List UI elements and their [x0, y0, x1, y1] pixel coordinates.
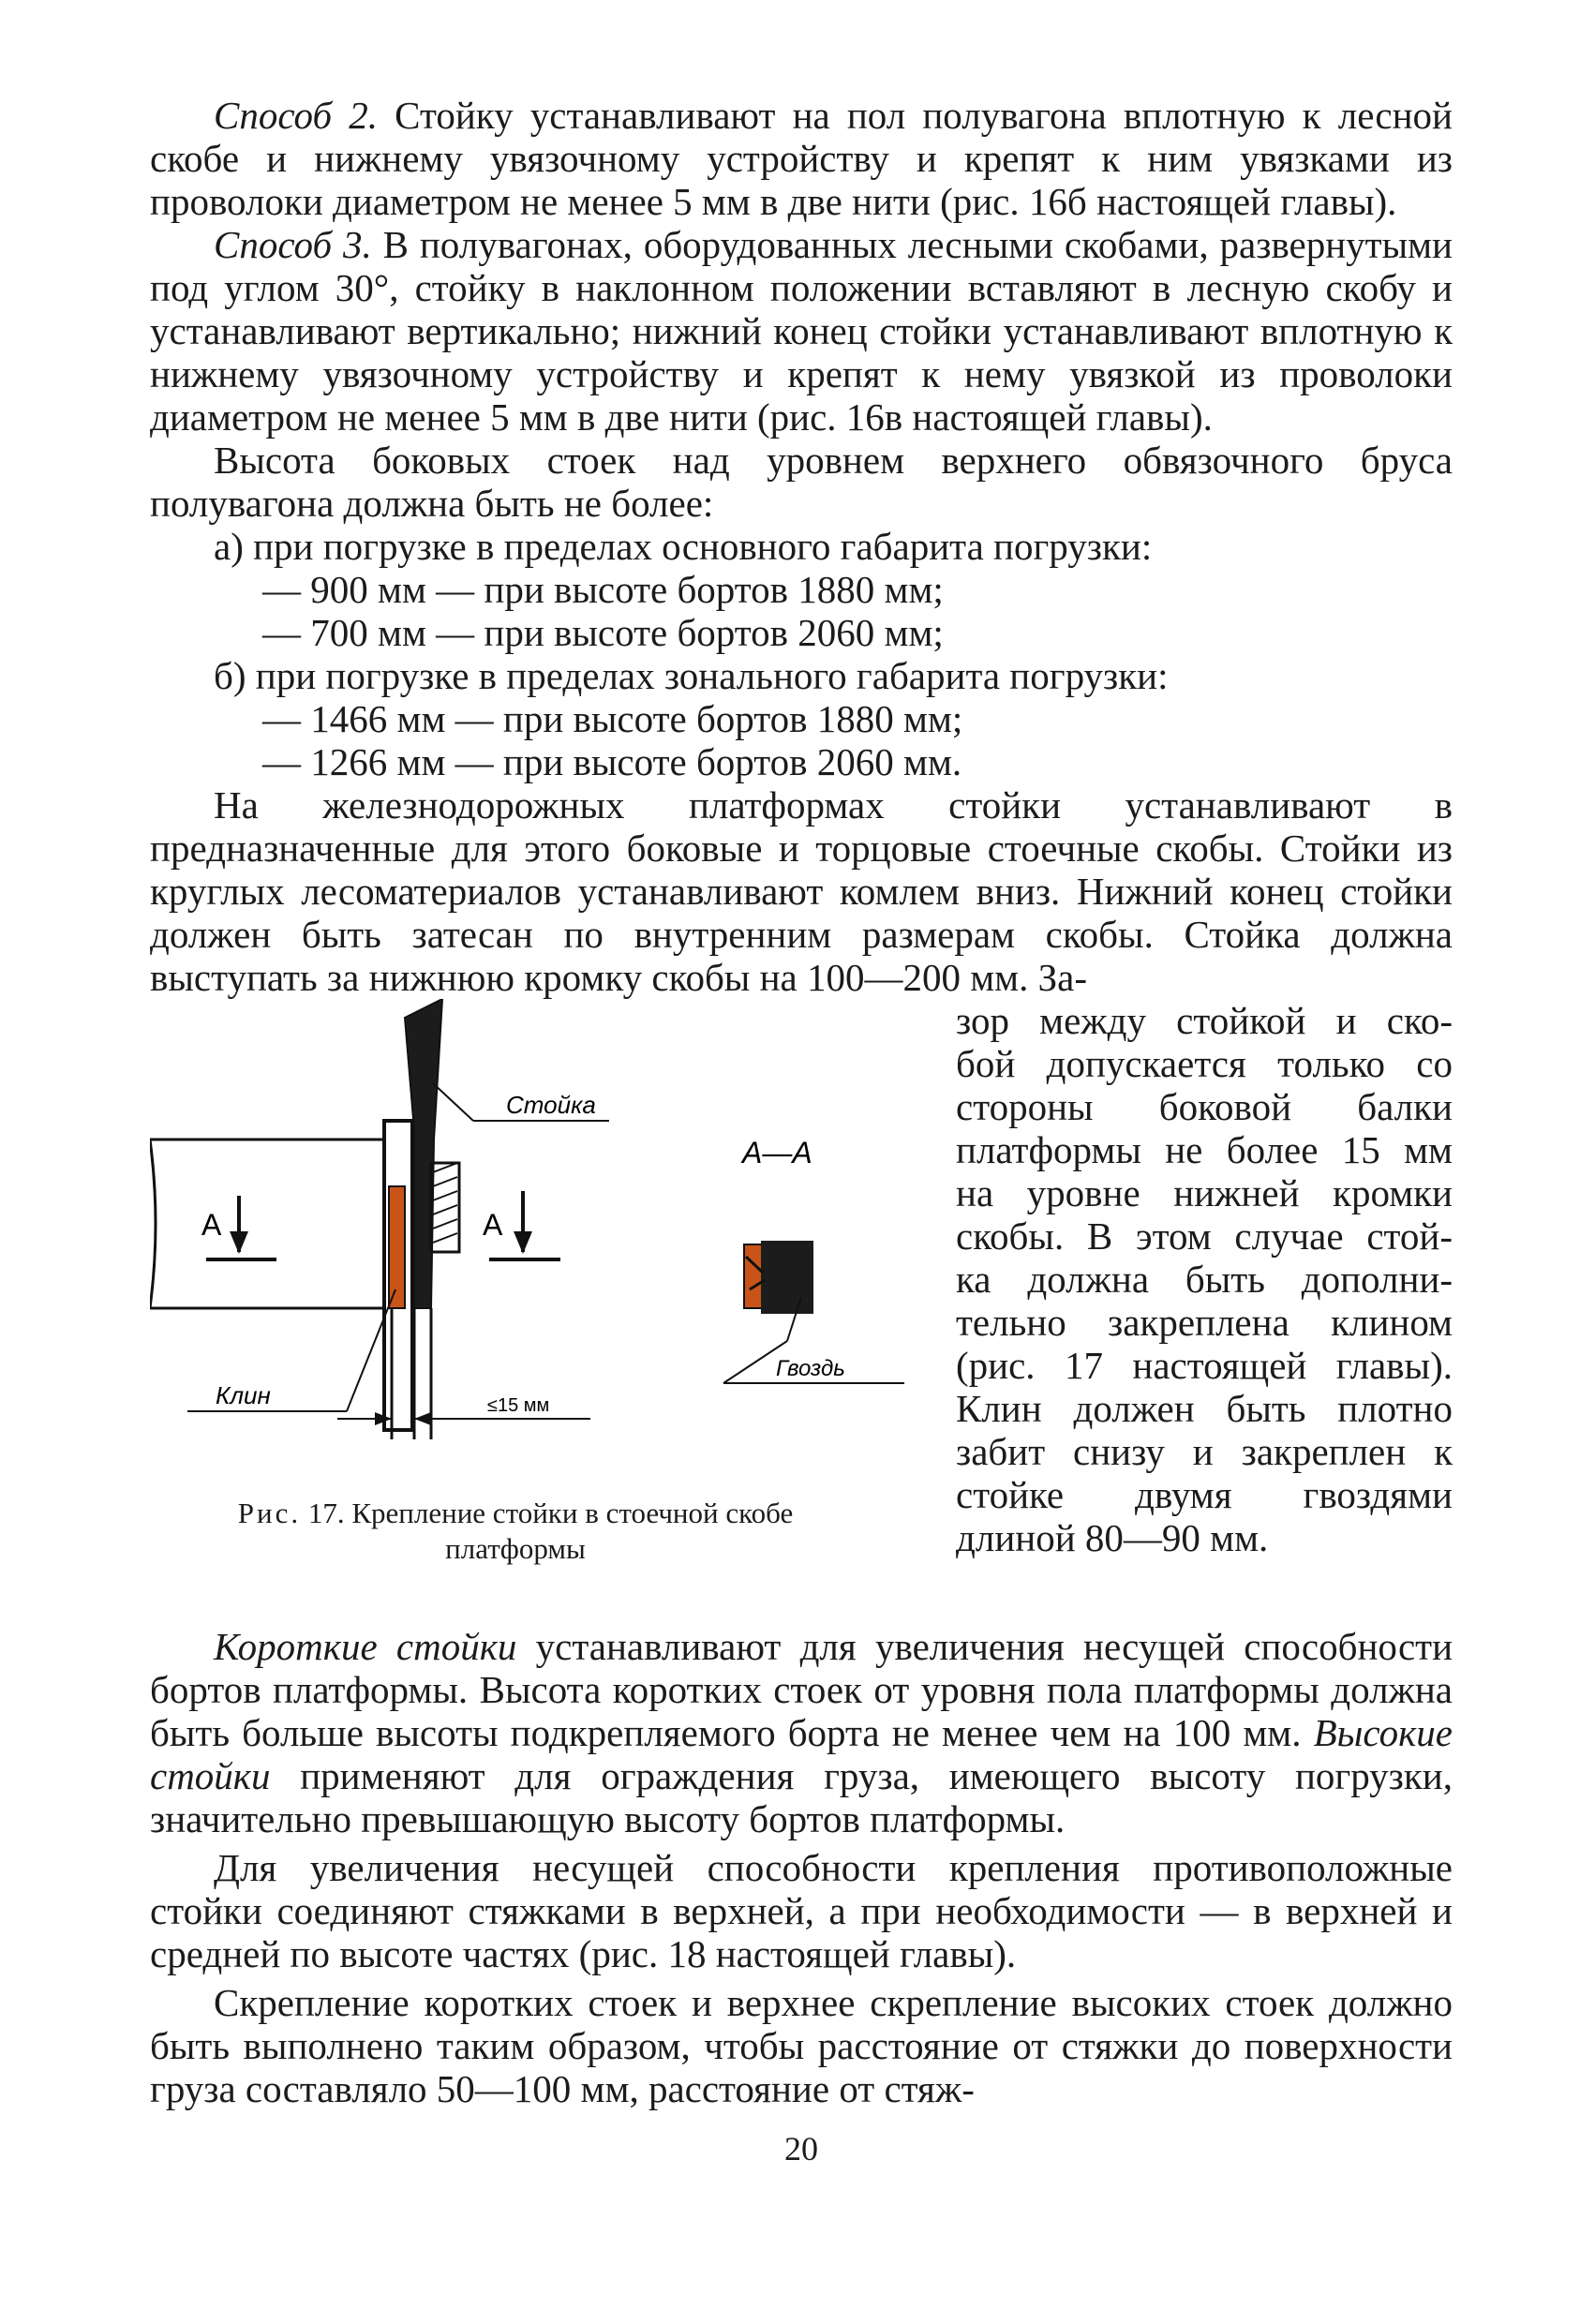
figure-block: [150, 999, 1453, 1625]
term-high-posts: Высокие стойки: [150, 1711, 1453, 1797]
side-line: скобы. В этом случае стой-: [956, 1214, 1453, 1258]
side-line: Клин должен быть плотно: [956, 1387, 1453, 1430]
label-gvozd: Гвоздь: [776, 1356, 845, 1381]
list-item-a-2: — 700 мм — при высоте бортов 2060 мм;: [262, 611, 944, 654]
side-line: на уровне нижней кромки: [956, 1171, 1453, 1214]
list-item-a-1: — 900 мм — при высоте бортов 1880 мм;: [262, 568, 944, 611]
method-3-label: Способ 3.: [214, 223, 372, 266]
side-line: забит снизу и закреплен к: [956, 1430, 1453, 1473]
label-stoika: Стойка: [506, 1091, 596, 1119]
paragraph-height-intro: Высота боковых стоек над уровнем верхнего обвязочного бруса полувагона должна быть не более:: [150, 439, 1453, 525]
label-a-right: А: [483, 1208, 503, 1242]
side-line: ка должна быть дополни-: [956, 1258, 1453, 1301]
figure-side-text: [956, 999, 1453, 1559]
side-line: тельно закреплена клином: [956, 1301, 1453, 1344]
side-line: стороны боковой балки: [956, 1085, 1453, 1128]
paragraph-last: Скрепление коротких стоек и верхнее скрепление высоких стоек должно быть выполнено таким образом, чтобы расстояние от стяжки до поверхности груза составляло 50—100 мм, расстояние от стяж-: [150, 1981, 1453, 2110]
label-section: А—А: [742, 1136, 812, 1169]
document-page: [150, 94, 1453, 2240]
short-posts-text-1: устанавливают для увеличения несущей способности бортов платформы. Высота коротких стоек от уровня пола платформы должна быть больше высоты подкрепляемого борта не менее чем на 100 мм.: [150, 1625, 1453, 1754]
label-a-left: А: [201, 1208, 222, 1242]
stoika-leader: [433, 1083, 473, 1121]
paragraph-method-3: [150, 223, 1453, 439]
paragraph-ties: Для увеличения несущей способности крепления противоположные стойки соединяют стяжками в верхней, а при необходимости — в верхней и средней по высоте частях (рис. 18 настоящей главы).: [150, 1846, 1453, 1975]
method-2-text: Стойку устанавливают на пол полувагона вплотную к лесной скобе и нижнему увязочному устройству и крепят к ним увязками из проволоки диаметром не менее 5 мм в две нити (рис. 16б настоящей главы).: [150, 94, 1453, 223]
list-item-b-2: — 1266 мм — при высоте бортов 2060 мм.: [262, 740, 962, 783]
side-line: стойке двумя гвоздями: [956, 1473, 1453, 1516]
caption-line-2: платформы: [445, 1532, 586, 1565]
side-line: бой допускается только со: [956, 1042, 1453, 1085]
side-line: зор между стойкой и ско-: [956, 999, 1453, 1042]
list-item-b-1: — 1466 мм — при высоте бортов 1880 мм;: [262, 697, 963, 740]
label-klin: Клин: [216, 1381, 271, 1409]
side-line: (рис. 17 настоящей главы).: [956, 1344, 1453, 1387]
short-posts-text-2: применяют для ограждения груза, имеющего высоту погрузки, значительно превышающую высоту бортов платформы.: [150, 1754, 1453, 1840]
gap-arrow-right: [414, 1412, 431, 1425]
caption-text: 17. Крепление стойки в стоечной скобе: [301, 1497, 794, 1529]
method-2-label: Способ 2.: [214, 94, 378, 137]
side-line: длиной 80—90 мм.: [956, 1516, 1269, 1559]
term-short-posts: Короткие стойки: [214, 1625, 517, 1668]
figure-caption: [150, 1496, 881, 1567]
label-gap: ≤15 мм: [487, 1395, 550, 1416]
section-post: [761, 1241, 813, 1314]
list-item-b: б) при погрузке в пределах зонального габарита погрузки:: [214, 654, 1169, 697]
figure-17-drawing: [150, 999, 918, 1561]
caption-prefix: Рис.: [237, 1497, 302, 1529]
arrow-a-left-head: [230, 1231, 248, 1254]
method-3-text: В полувагонах, оборудованных лесными скобами, развернутыми под углом 30°, стойку в наклонном положении вставляют в лесную скобу и устанавливают вертикально; нижний конец стойки устанавливают вплотную к нижнему увязочному устройству и крепят к нему увязкой из проволоки диаметром не менее 5 мм в две нити (рис. 16в настоящей главы).: [150, 223, 1453, 439]
wedge-shape: [389, 1186, 405, 1308]
paragraph-short-posts: [150, 1625, 1453, 1840]
side-line: платформы не более 15 мм: [956, 1128, 1453, 1171]
list-item-a: а) при погрузке в пределах основного габарита погрузки:: [214, 525, 1153, 568]
clamp-hatch-lines: [433, 1163, 457, 1243]
arrow-a-right-head: [514, 1231, 532, 1254]
paragraph-method-2: [150, 94, 1453, 223]
side-beam-outline: [150, 1140, 384, 1308]
page-number: 20: [784, 2130, 818, 2168]
paragraph-platform: На железнодорожных платформах стойки устанавливают в предназначенные для этого боковые и торцовые стоечные скобы. Стойки из круглых лесоматериалов устанавливают комлем вниз. Нижний конец стойки должен быть затесан по внутренним размерам скобы. Стойка должна выступать за нижнюю кромку скобы на 100—200 мм. За-: [150, 783, 1453, 999]
